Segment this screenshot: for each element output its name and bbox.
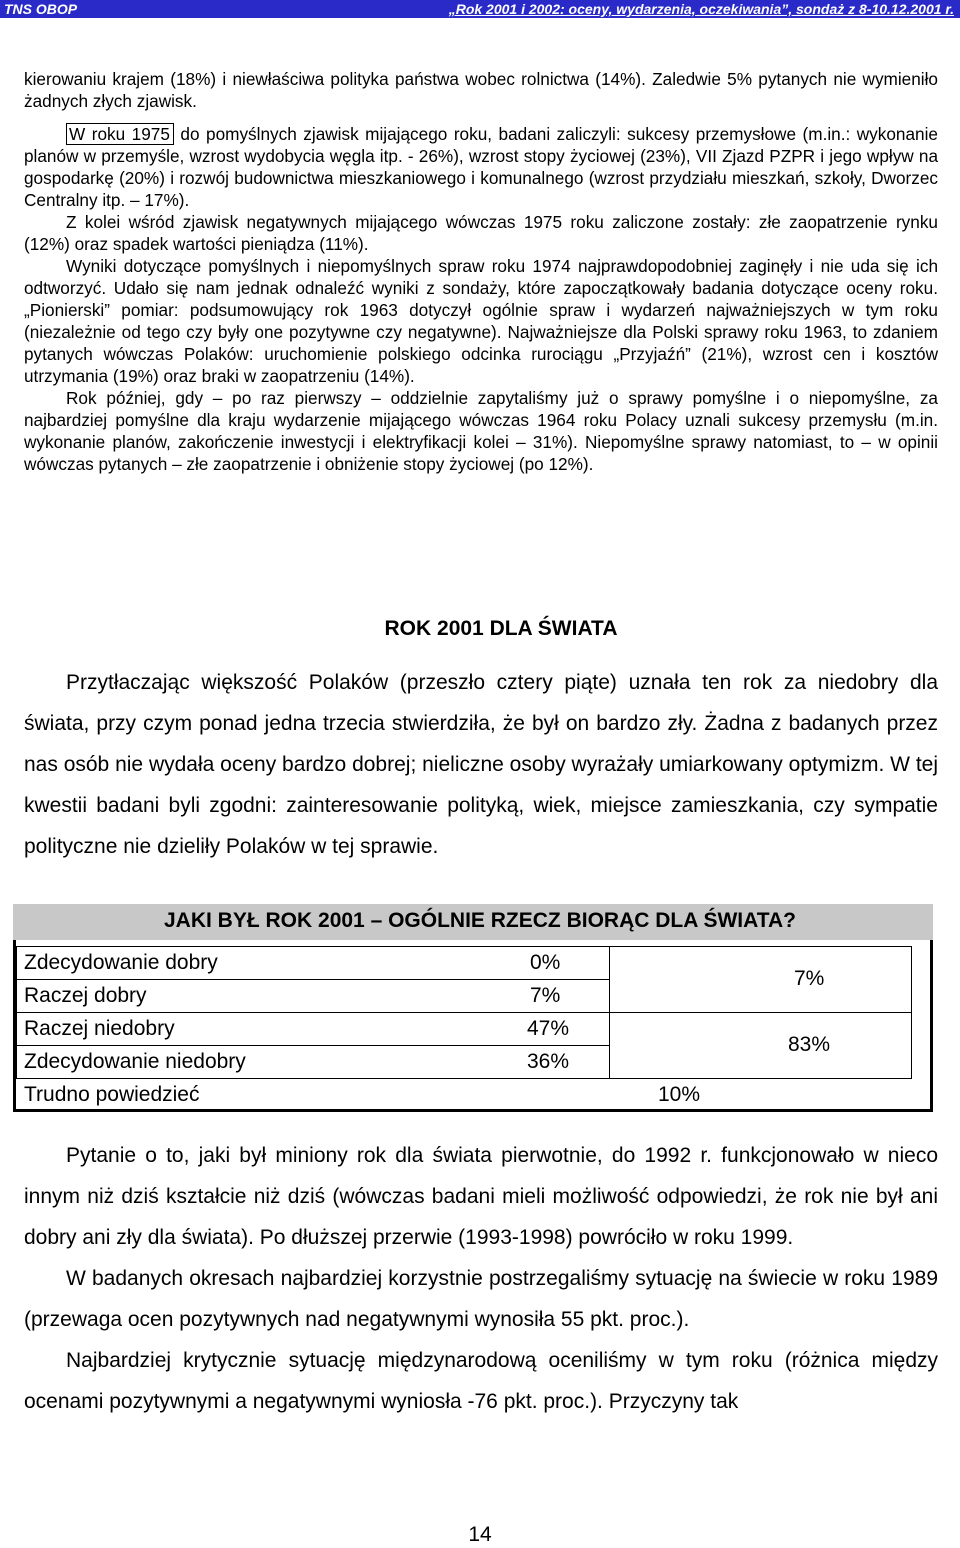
- table-row-label: Raczej dobry: [24, 984, 147, 1007]
- header-title: „Rok 2001 i 2002: oceny, wydarzenia, oczekiwania”, sondaż z 8-10.12.2001 r.: [448, 1, 954, 17]
- table-row-value: 7%: [530, 984, 561, 1007]
- paragraph: Najbardziej krytycznie sytuację międzynarodową oceniliśmy w tym roku (różnica między ocenami pozytywnymi a negatywnymi wyniosła -76 pkt. proc.). Przyczyny tak: [24, 1349, 938, 1413]
- paragraph: Wyniki dotyczące pomyślnych i niepomyślnych spraw roku 1974 najprawdopodobniej zaginęły i nie uda się ich odtworzyć. Udało się nam jednak odnaleźć wyniki z sondaży, które zapoczątkowały badania dotyczące oceny roku. „Pionierski” pomiar: podsumowujący rok 1963 dotyczył ogólnie spraw i wydarzeń najważniejszych w tym roku (niezależnie od tego czy były one pozytywne czy negatywne). Najważniejsze dla Polski sprawy roku 1963, to zdaniem pytanych wówczas Polaków: uruchomienie polskiego odcinka rurociągu „Przyjaźń” (21%), wzrost cen i kosztów utrzymania (19%) oraz braki w zaopatrzeniu (14%).: [24, 256, 938, 386]
- header-publisher: TNS OBOP: [4, 1, 78, 17]
- section-heading: ROK 2001 DLA ŚWIATA: [384, 617, 618, 640]
- table-row-label: Zdecydowanie niedobry: [24, 1050, 246, 1073]
- table-row-label: Raczej niedobry: [24, 1017, 175, 1040]
- page-header: [0, 0, 960, 18]
- table-rule: [609, 946, 610, 1078]
- paragraph: Przytłaczając większość Polaków (przeszło cztery piąte) uznała ten rok za niedobry dla świata, przy czym ponad jedna trzecia stwierdziła, że był on bardzo zły. Żadna z badanych przez nas osób nie wydała oceny bardzo dobrej; nieliczne osoby wyrażały umiarkowany optymizm. W tej kwestii badani byli zgodni: zainteresowanie polityką, wiek, miejsce zamieszkania, czy sympatie polityczne nie dzieliły Polaków w tej sprawie.: [24, 671, 938, 858]
- table-title-bar: [13, 904, 933, 940]
- table-sum-bad: 83%: [788, 1033, 831, 1056]
- boxed-year: W roku 1975: [66, 123, 174, 145]
- table-sum-good: 7%: [794, 967, 825, 990]
- paragraph-text: do pomyślnych zjawisk mijającego roku, badani zaliczyli: sukcesy przemysłowe (m.in.: wykonanie planów w przemyśle, wzrost wydobycia węgla itp. - 26%), wzrost stopy życiowej (23%), VII Zjazd PZPR i jego wpływ na gospodarkę (20%) i rozwój budownictwa mieszkaniowego i komunalnego (wzrost przydziału mieszkań, szkoły, Dworzec Centralny itp. – 17%).: [24, 124, 938, 210]
- section-history-text: [24, 1135, 938, 1422]
- table-row-value: 10%: [658, 1083, 701, 1106]
- section-world-text: [24, 662, 938, 867]
- table-row-value: 36%: [527, 1050, 570, 1073]
- table-row-label: Zdecydowanie dobry: [24, 951, 218, 974]
- table-rule: [911, 946, 912, 1078]
- paragraph: Z kolei wśród zjawisk negatywnych mijającego wówczas 1975 roku zaliczone zostały: złe zaopatrzenie rynku (12%) oraz spadek wartości pieniądza (11%).: [24, 212, 938, 254]
- table-rule: [16, 946, 17, 1078]
- table-row-value: 0%: [530, 951, 561, 974]
- table-title: JAKI BYŁ ROK 2001 – OGÓLNIE RZECZ BIORĄC DLA ŚWIATA?: [164, 909, 796, 932]
- paragraph: [24, 123, 938, 211]
- page-number: 14: [468, 1523, 492, 1546]
- section-1975-text: [24, 68, 938, 475]
- paragraph: Rok później, gdy – po raz pierwszy – oddzielnie zapytaliśmy już o sprawy pomyślne i o niepomyślne, za najbardziej pomyślne dla kraju wydarzenie mijającego wówczas 1964 roku Polacy uznali sukcesy przemysłu (m.in. wykonanie planów, zakończenie inwestycji i elektryfikacji kolei – 31%). Niepomyślne sprawy natomiast, to – w opinii wówczas pytanych – złe zaopatrzenie i obniżenie stopy życiowej (po 12%).: [24, 388, 938, 474]
- table-row-value: 47%: [527, 1017, 570, 1040]
- paragraph: W badanych okresach najbardziej korzystnie postrzegaliśmy sytuację na świecie w roku 1989 (przewaga ocen pozytywnych nad negatywnymi wynosiła 55 pkt. proc.).: [24, 1267, 938, 1331]
- paragraph: Pytanie o to, jaki był miniony rok dla świata pierwotnie, do 1992 r. funkcjonowało w nieco innym niż dziś kształcie niż dziś (wówczas badani mieli możliwość odpowiedzi, że rok nie był ani dobry ani zły dla świata). Po dłuższej przerwie (1993-1998) powróciło w roku 1999.: [24, 1144, 938, 1249]
- table-row-label: Trudno powiedzieć: [24, 1083, 200, 1106]
- paragraph: kierowaniu krajem (18%) i niewłaściwa polityka państwa wobec rolnictwa (14%). Zaledwie 5% pytanych nie wymieniło żadnych złych zjawisk.: [24, 69, 938, 111]
